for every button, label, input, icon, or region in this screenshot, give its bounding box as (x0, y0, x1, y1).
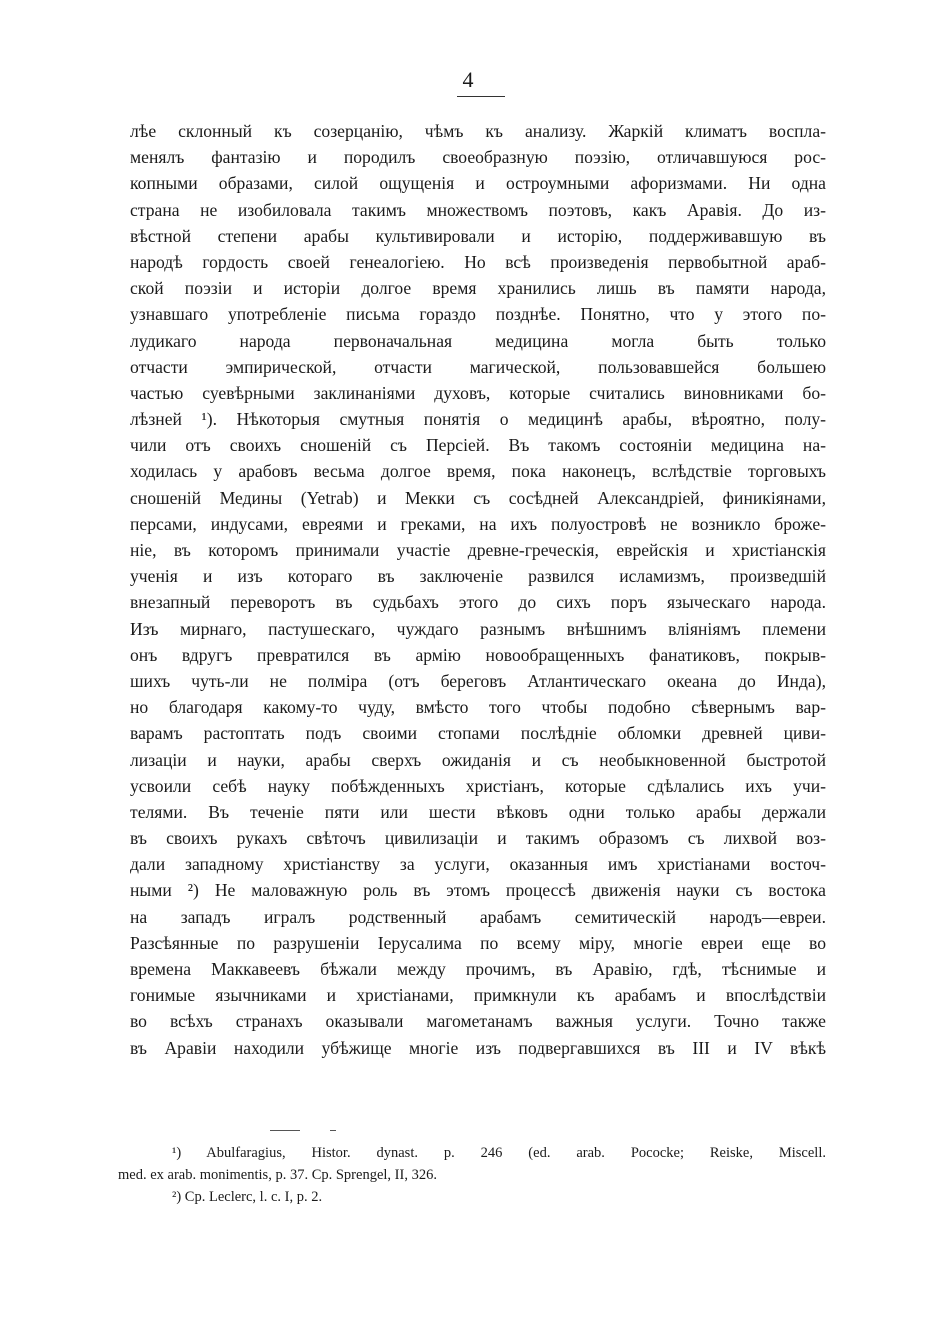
text-line: лудикаго народа первоначальная медицина могла быть только (130, 330, 826, 351)
footnote-separator-dash (330, 1130, 336, 1131)
text-line: страна не изобиловала такимъ множествомъ поэтовъ, какъ Аравія. До из- (130, 199, 826, 220)
text-line: въ Аравіи находили убѣжище многіе изъ подвергавшихся въ III и IV вѣкѣ (130, 1037, 826, 1058)
page-number: 4 (462, 67, 474, 92)
text-line: вѣстной степени арабы культивировали и исторію, поддерживавшую въ (130, 225, 826, 246)
text-line: лизаціи и науки, арабы сверхъ ожиданія и съ необыкновенной быстротой (130, 749, 826, 770)
text-line: персами, индусами, евреями и греками, на ихъ полуостровѣ не возникло броже- (130, 513, 826, 534)
footnote-2: ²) Cp. Leclerc, l. c. I, p. 2. (172, 1189, 323, 1205)
footnote-separator (270, 1130, 300, 1131)
text-line: копными образами, силой ощущенія и остроумными афоризмами. Ни одна (130, 173, 826, 194)
text-line: узнавшаго употребленіе письма гораздо позднѣе. Понятно, что у этого по- (130, 304, 826, 325)
footnotes (118, 1142, 826, 1208)
text-line: Разсѣянные по разрушеніи Іерусалима по всему міру, многіе евреи еще во (130, 932, 826, 953)
text-line: Изъ мирнаго, пастушескаго, чуждаго разнымъ внѣшнимъ вліяніямъ племени (130, 618, 826, 639)
page-number-rule (457, 96, 505, 97)
text-line: времена Маккавеевъ бѣжали между прочимъ, въ Аравію, гдѣ, тѣснимые и (130, 959, 826, 979)
text-line: шихъ чуть-ли не полміра (отъ береговъ Атлантическаго океана до Инда), (130, 670, 826, 691)
footnote-1: ¹) Abulfaragius, Histor. dynast. p. 246 (ed. arab. Pococke; Reiske, Miscell. (172, 1145, 826, 1161)
text-line: народѣ гордость своей генеалогіею. Но всѣ произведенія первобытной араб- (130, 251, 826, 272)
text-line: менялъ фантазію и породилъ своеобразную поэзію, отличавшуюся рос- (130, 147, 826, 168)
text-line: ской поэзіи и исторіи долгое время хранились лишь въ памяти народа, (130, 278, 826, 299)
text-line: телями. Въ теченіе пяти или шести вѣковъ одни только арабы держали (130, 801, 826, 822)
text-line: лѣзней ¹). Нѣкоторыя смутныя понятія о медицинѣ арабы, вѣроятно, полу- (130, 409, 826, 430)
text-line: дали западному христіанству за услуги, оказанныя имъ христіанами восточ- (130, 854, 826, 875)
text-line: ными ²) Не маловажную роль въ этомъ процессѣ движенія науки съ востока (130, 880, 826, 901)
text-line: сношеній Медины (Yetrab) и Мекки съ сосѣдней Александріей, финикіянами, (130, 487, 826, 508)
text-line: ученія и изъ котораго въ заключеніе развился исламизмъ, произведшій (130, 566, 826, 587)
text-line: гонимые язычниками и христіанами, примкнули къ арабамъ и впослѣдствіи (130, 985, 826, 1006)
text-line: чили отъ своихъ сношеній съ Персіей. Въ такомъ состояніи медицина на- (130, 435, 826, 456)
text-line: варамъ растоптать подъ своими стопами послѣдніе обломки древней циви- (130, 723, 826, 744)
text-line: ніе, въ которомъ принимали участіе древне-греческія, еврейскія и христіанскія (130, 540, 826, 560)
text-line: онъ вдругъ превратился въ армію новообращенныхъ фанатиковъ, покрыв- (130, 644, 826, 665)
text-line: въ своихъ рукахъ свѣточъ цивилизаціи и такимъ образомъ съ лихвой воз- (130, 828, 826, 849)
text-line: но благодаря какому-то чуду, вмѣсто того чтобы подобно сѣвернымъ вар- (130, 697, 826, 718)
footnote-1-continuation: med. ex arab. monimentis, p. 37. Cp. Sprengel, II, 326. (118, 1167, 437, 1183)
text-line: усвоили себѣ науку побѣжденныхъ христіанъ, которые сдѣлались ихъ учи- (130, 775, 826, 796)
text-line: внезапный переворотъ въ судьбахъ этого до сихъ поръ языческаго народа. (130, 592, 826, 613)
text-line: отчасти эмпирической, отчасти магической, пользовавшейся большею (130, 356, 826, 377)
text-line: частью суевѣрными заклинаніями духовъ, которые считались виновниками бо- (130, 382, 826, 403)
text-line: ходилась у арабовъ весьма долгое время, пока наконецъ, вслѣдствіе торговыхъ (130, 461, 826, 482)
text-line: лѣе склонный къ созерцанію, чѣмъ къ анализу. Жаркій климатъ воспла- (130, 121, 826, 141)
text-line: во всѣхъ странахъ оказывали магометанамъ важныя услуги. Точно также (130, 1011, 826, 1032)
main-text (130, 118, 826, 1061)
text-line: на западъ игралъ родственный арабамъ семитическій народъ—евреи. (130, 906, 826, 927)
